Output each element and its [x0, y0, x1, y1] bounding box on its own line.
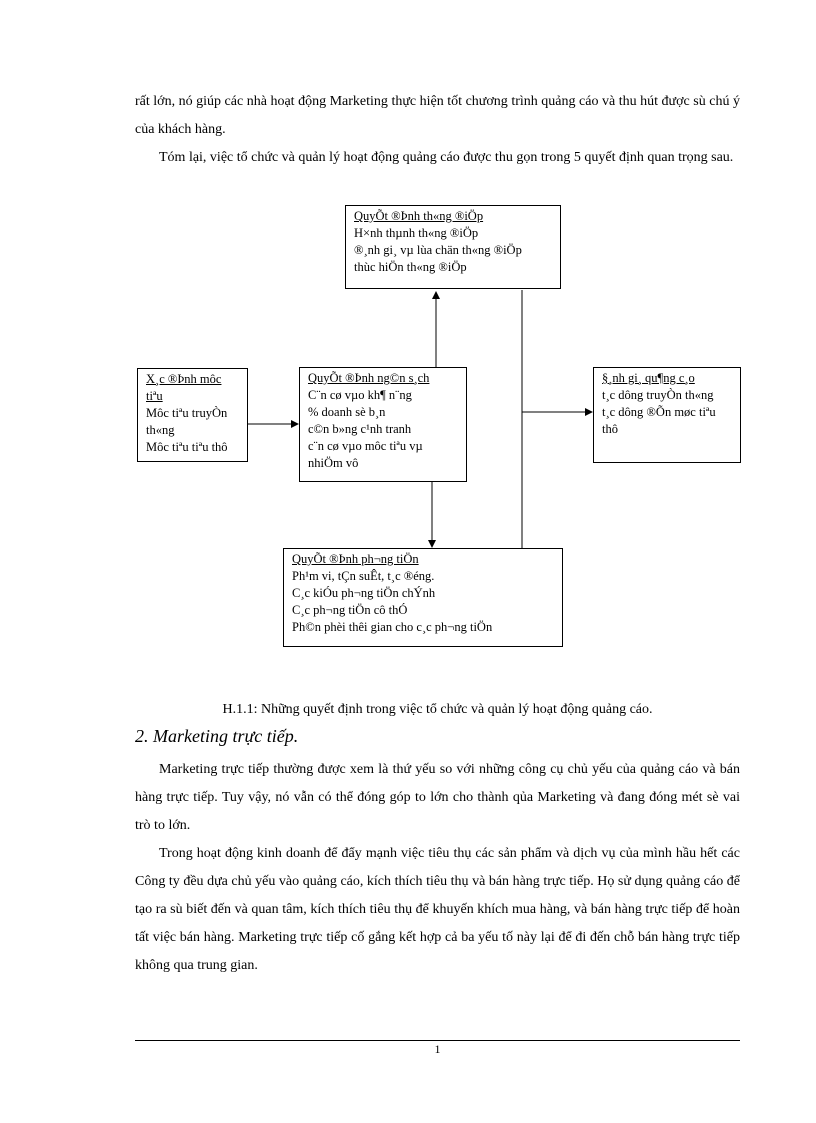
- box-budget-title: QuyÕt ®Þnh ng©n s¸ch: [308, 371, 430, 385]
- box-media-line: Ph©n phèi thêi gian cho c¸c ph¬ng tiÖn: [292, 620, 493, 634]
- box-budget-line: c¨n cø vµo môc tiªu vµ nhiÖm vô: [308, 439, 423, 470]
- intro-paragraph-continued: rất lớn, nó giúp các nhà hoạt động Marketing thực hiện tốt chương trình quảng cáo và thu hút được sù chú ý của khách hàng.: [135, 94, 740, 137]
- figure-caption: H.1.1: Những quyết định trong việc tổ chức và quản lý hoạt động quảng cáo.: [222, 702, 653, 717]
- box-message-line: thùc hiÖn th«ng ®iÖp: [354, 260, 467, 274]
- intro-paragraph-summary: Tóm lại, việc tổ chức và quản lý hoạt động quảng cáo được thu gọn trong 5 quyết định quan trọng sau.: [159, 150, 734, 165]
- box-objectives: [137, 368, 248, 462]
- box-media-line: C¸c kiÓu ph¬ng tiÖn chÝnh: [292, 586, 436, 600]
- box-budget-line: % doanh sè b¸n: [308, 405, 386, 419]
- body-paragraph: Trong hoạt động kinh doanh để đẩy mạnh việc tiêu thụ các sản phẩm và dịch vụ của mình hầu hết các Công ty đều dựa chủ yếu vào quảng cáo, kích thích tiêu thụ và bán hàng trực tiếp. Họ sử dụng quảng cáo để tạo ra sù biết đến và quan tâm, kích thích tiêu thụ để khuyến khích mua hàng, và bán hàng trực tiếp để hoàn tất việc bán hàng. Marketing trực tiếp cố gắng kết hợp cả ba yếu tố này lại để đi đến chỗ bán hàng trực tiếp không qua trung gian.: [135, 846, 740, 973]
- box-message-line: H×nh thµnh th«ng ®iÖp: [354, 226, 479, 240]
- box-evaluation-line: t¸c dông ®Õn møc tiªu thô: [602, 405, 716, 436]
- box-media-line: Ph¹m vi, tÇn suÊt, t¸c ®éng.: [292, 569, 435, 583]
- page-number: 1: [434, 1042, 441, 1056]
- footer-divider: [135, 1040, 740, 1041]
- box-objectives-title: X¸c ®Þnh môc tiªu: [146, 372, 222, 403]
- box-objectives-line: Môc tiªu truyÒn th«ng: [146, 406, 228, 437]
- box-message-title: QuyÕt ®Þnh th«ng ®iÖp: [354, 209, 484, 223]
- box-budget-line: C¨n cø vµo kh¶ n¨ng: [308, 388, 412, 402]
- box-evaluation: [593, 367, 741, 463]
- box-evaluation-title: §¸nh gi¸ qu¶ng c¸o: [602, 371, 695, 385]
- box-media-line: C¸c ph¬ng tiÖn cô thÓ: [292, 603, 408, 617]
- box-message-decision: [345, 205, 561, 289]
- box-media-title: QuyÕt ®Þnh ph¬ng tiÖn: [292, 552, 419, 566]
- box-media-decision: [283, 548, 563, 647]
- box-message-line: ®¸nh gi¸ vµ lùa chän th«ng ®iÖp: [354, 243, 522, 257]
- box-budget-decision: [299, 367, 467, 482]
- section-heading: 2. Marketing trực tiếp.: [135, 726, 299, 746]
- box-objectives-line: Môc tiªu tiªu thô: [146, 440, 228, 454]
- box-evaluation-line: t¸c dông truyÒn th«ng: [602, 388, 714, 402]
- box-budget-line: c©n b»ng c¹nh tranh: [308, 422, 412, 436]
- body-paragraph: Marketing trực tiếp thường được xem là thứ yếu so với những công cụ chủ yếu của quảng cáo và bán hàng trực tiếp. Tuy vậy, nó vẫn có thể đóng góp to lớn cho thành qủa Marketing và đang đóng mét sè vai trò to lớn.: [135, 762, 740, 833]
